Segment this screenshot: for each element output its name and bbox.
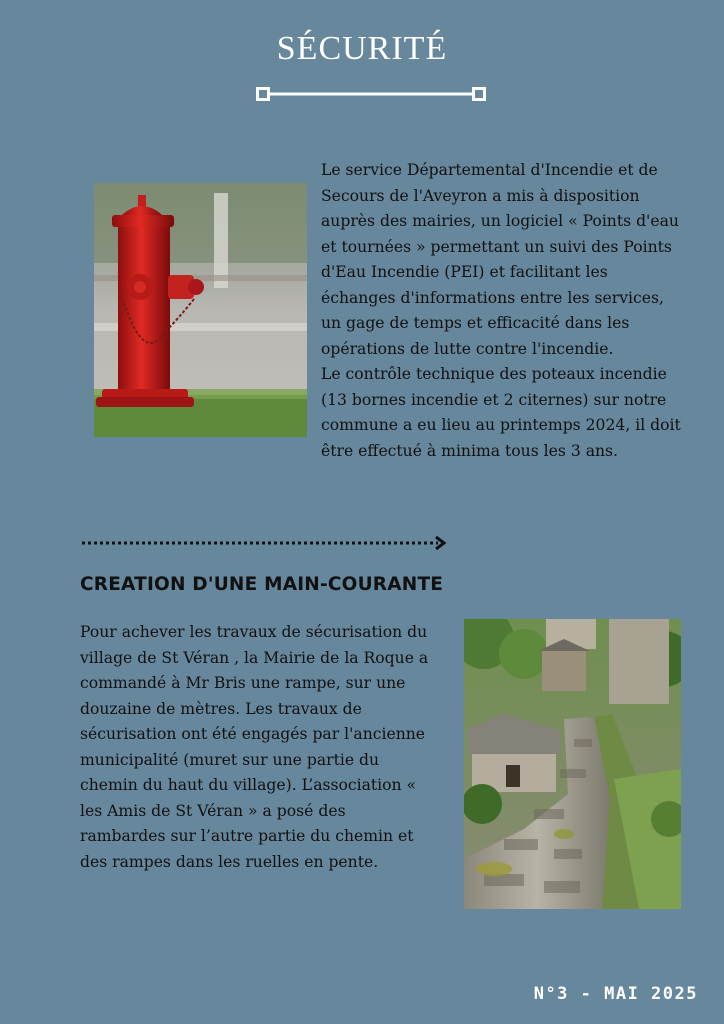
issue-number: N°3 - MAI 2025 [533, 984, 698, 1004]
pei-paragraph: Le service Départemental d'Incendie et de Secours de l'Aveyron a mis à disposition auprès des mairies, un logiciel « Points d'eau et tournées » permettant un suivi des Points d'Eau Incendie (PEI) et facilitant les échanges d'informations entre les services, un gage de temps et efficacité dans les opérations de lutte contre l'incendie. [321, 161, 679, 358]
fire-hydrant-photo [94, 183, 307, 437]
dotted-arrow-divider [80, 534, 450, 550]
title-divider [256, 86, 486, 102]
pei-description [321, 158, 681, 464]
handrail-description [80, 620, 430, 875]
handrail-paragraph: Pour achever les travaux de sécurisation du village de St Véran , la Mairie de la Roque a commandé à Mr Bris une rampe, sur une douzaine de mètres. Les travaux de sécurisation ont été engagés par l'ancienne municipalité (muret sur une partie du chemin du haut du village). L’association « les Amis de St Véran » a posé des rambardes sur l’autre partie du chemin et des rampes dans les ruelles en pente. [80, 623, 429, 871]
handrail-heading: CREATION D'UNE MAIN-COURANTE [80, 574, 444, 595]
page-title: SÉCURITÉ [276, 30, 448, 67]
inspection-paragraph: Le contrôle technique des poteaux incendie (13 bornes incendie et 2 citernes) sur notre commune a eu lieu au printemps 2024, il doit être effectué à minima tous les 3 ans. [321, 365, 681, 460]
village-path-photo [464, 619, 681, 909]
